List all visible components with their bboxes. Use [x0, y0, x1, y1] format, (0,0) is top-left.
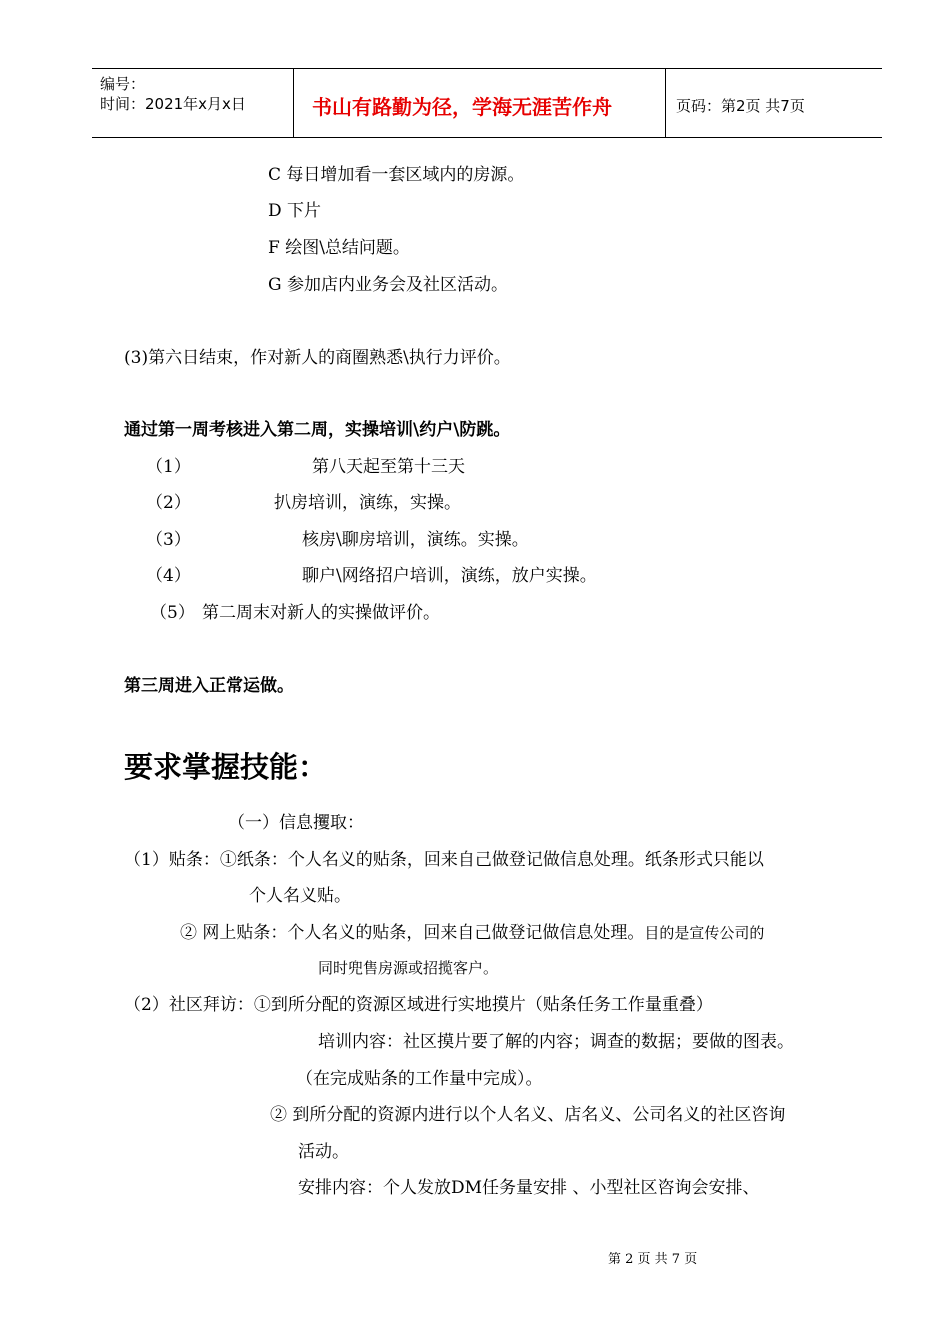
skills-item1-line1: （1）贴条：①纸条：个人名义的贴条，回来自己做登记做信息处理。纸条形式只能以	[124, 850, 764, 870]
week1-review: (3)第六日结束，作对新人的商圈熟悉\执行力评价。	[124, 348, 511, 368]
week2-item-num: （4）	[146, 566, 191, 586]
header-time-label: 时间：2021年x月x日	[100, 95, 246, 113]
week2-item-text: 第八天起至第十三天	[312, 457, 465, 477]
week2-item-text: 聊户\网络招户培训，演练，放户实操。	[302, 566, 597, 586]
header-number-label: 编号：	[100, 75, 146, 93]
skills-item2-sub2-line3: 安排内容：个人发放DM任务量安排 、小型社区咨询会安排、	[298, 1178, 760, 1198]
header-divider	[665, 69, 666, 137]
week1-item-f: F 绘图\总结问题。	[268, 238, 410, 258]
skills-item2-line1: （2）社区拜访：①到所分配的资源区域进行实地摸片（贴条任务工作量重叠）	[124, 995, 713, 1015]
skills-item1-sub2-main: ② 网上贴条：个人名义的贴条，回来自己做登记做信息处理。	[180, 923, 645, 943]
skills-item1-line2: 个人名义贴。	[249, 886, 351, 906]
header-divider	[293, 69, 294, 137]
week2-item-num: （5）	[150, 603, 195, 623]
week2-item-num: （3）	[146, 530, 191, 550]
week3-heading: 第三周进入正常运做。	[124, 676, 294, 696]
week2-item-text: 扒房培训，演练，实操。	[274, 493, 461, 513]
skills-item1-sub2-line1	[180, 918, 764, 943]
page-footer: 第 2 页 共 7 页	[608, 1252, 698, 1267]
skills-item1-sub2-line2: 同时兜售房源或招揽客户。	[318, 959, 499, 977]
skills-item1-sub2-note: 目的是宣传公司的	[644, 924, 765, 942]
week2-item-num: （2）	[146, 493, 191, 513]
week1-item-c: C 每日增加看一套区域内的房源。	[268, 165, 525, 185]
skills-item2-sub2-line2: 活动。	[298, 1142, 349, 1162]
skills-item2-line3: （在完成贴条的工作量中完成）。	[296, 1069, 543, 1089]
skills-heading: 要求掌握技能：	[124, 750, 328, 784]
header-motto: 书山有路勤为径，学海无涯苦作舟	[312, 95, 612, 119]
week2-item-num: （1）	[146, 457, 191, 477]
week2-item-text: 第二周末对新人的实操做评价。	[202, 603, 440, 623]
skills-item2-line2: 培训内容：社区摸片要了解的内容；调查的数据；要做的图表。	[318, 1032, 794, 1052]
skills-item2-sub2-line1: ② 到所分配的资源内进行以个人名义、店名义、公司名义的社区咨询	[270, 1105, 786, 1125]
week2-heading: 通过第一周考核进入第二周，实操培训\约户\防跳。	[124, 420, 511, 440]
week2-item-text: 核房\聊房培训，演练。实操。	[302, 530, 529, 550]
skills-section-title: （一）信息攫取：	[228, 813, 364, 833]
week1-item-g: G 参加店内业务会及社区活动。	[268, 275, 508, 295]
week1-item-d: D 下片	[268, 201, 322, 221]
header-page-label: 页码：第2页 共7页	[676, 97, 805, 115]
page-header	[92, 68, 882, 138]
